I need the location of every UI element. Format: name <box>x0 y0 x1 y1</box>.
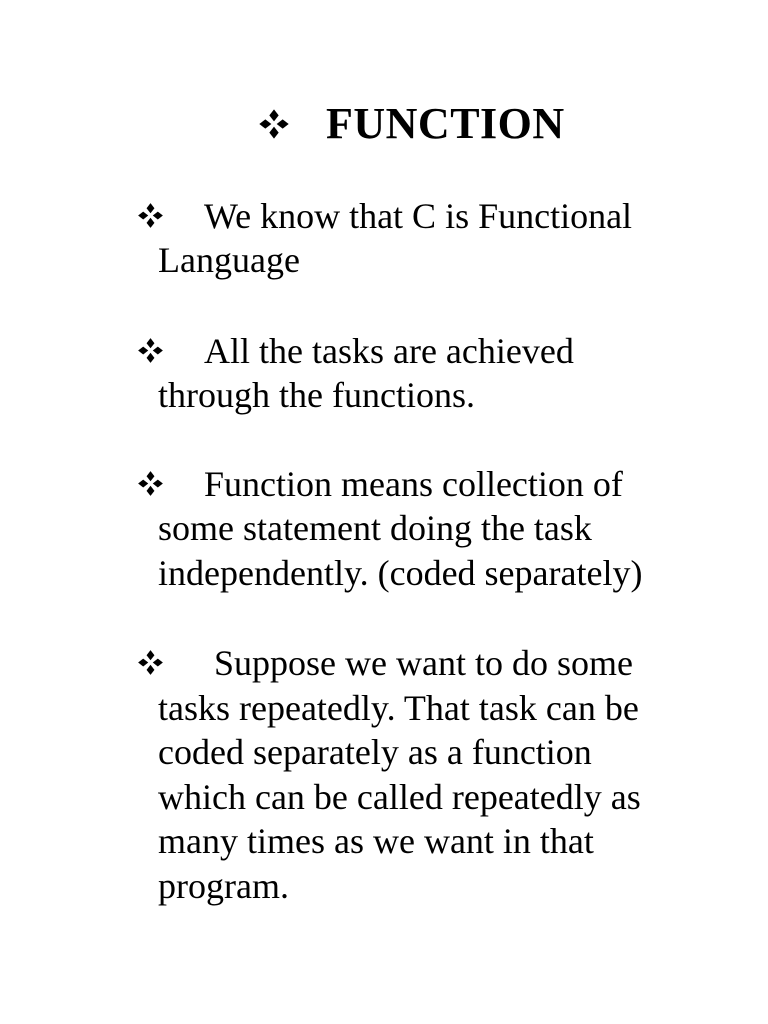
bullet-item-text: tasks repeatedly. That task can be <box>158 688 639 728</box>
four-diamond-bullet-icon <box>137 470 164 497</box>
four-diamond-bullet-icon <box>137 649 164 676</box>
bullet-item-text: program. <box>158 866 289 906</box>
bullet-item-text: All the tasks are achieved <box>204 331 574 371</box>
bullet-item-text: many times as we want in that <box>158 821 594 861</box>
four-diamond-bullet-icon <box>258 108 290 140</box>
bullet-item-text: through the functions. <box>158 375 475 415</box>
four-diamond-bullet-icon <box>137 202 164 229</box>
bullet-item-text: Language <box>158 240 300 280</box>
four-diamond-bullet-icon <box>137 337 164 364</box>
bullet-item-text: some statement doing the task <box>158 508 592 548</box>
bullet-item-text: We know that C is Functional <box>204 196 633 236</box>
title-row <box>258 96 565 152</box>
bullet-item-text: coded separately as a function <box>158 732 592 772</box>
page-title: FUNCTION <box>326 99 565 148</box>
bullet-item-text: Function means collection of <box>204 464 623 504</box>
bullet-item-text: Suppose we want to do some <box>214 643 633 683</box>
bullet-item-text: which can be called repeatedly as <box>158 777 641 817</box>
bullet-item-text: independently. (coded separately) <box>158 553 643 593</box>
